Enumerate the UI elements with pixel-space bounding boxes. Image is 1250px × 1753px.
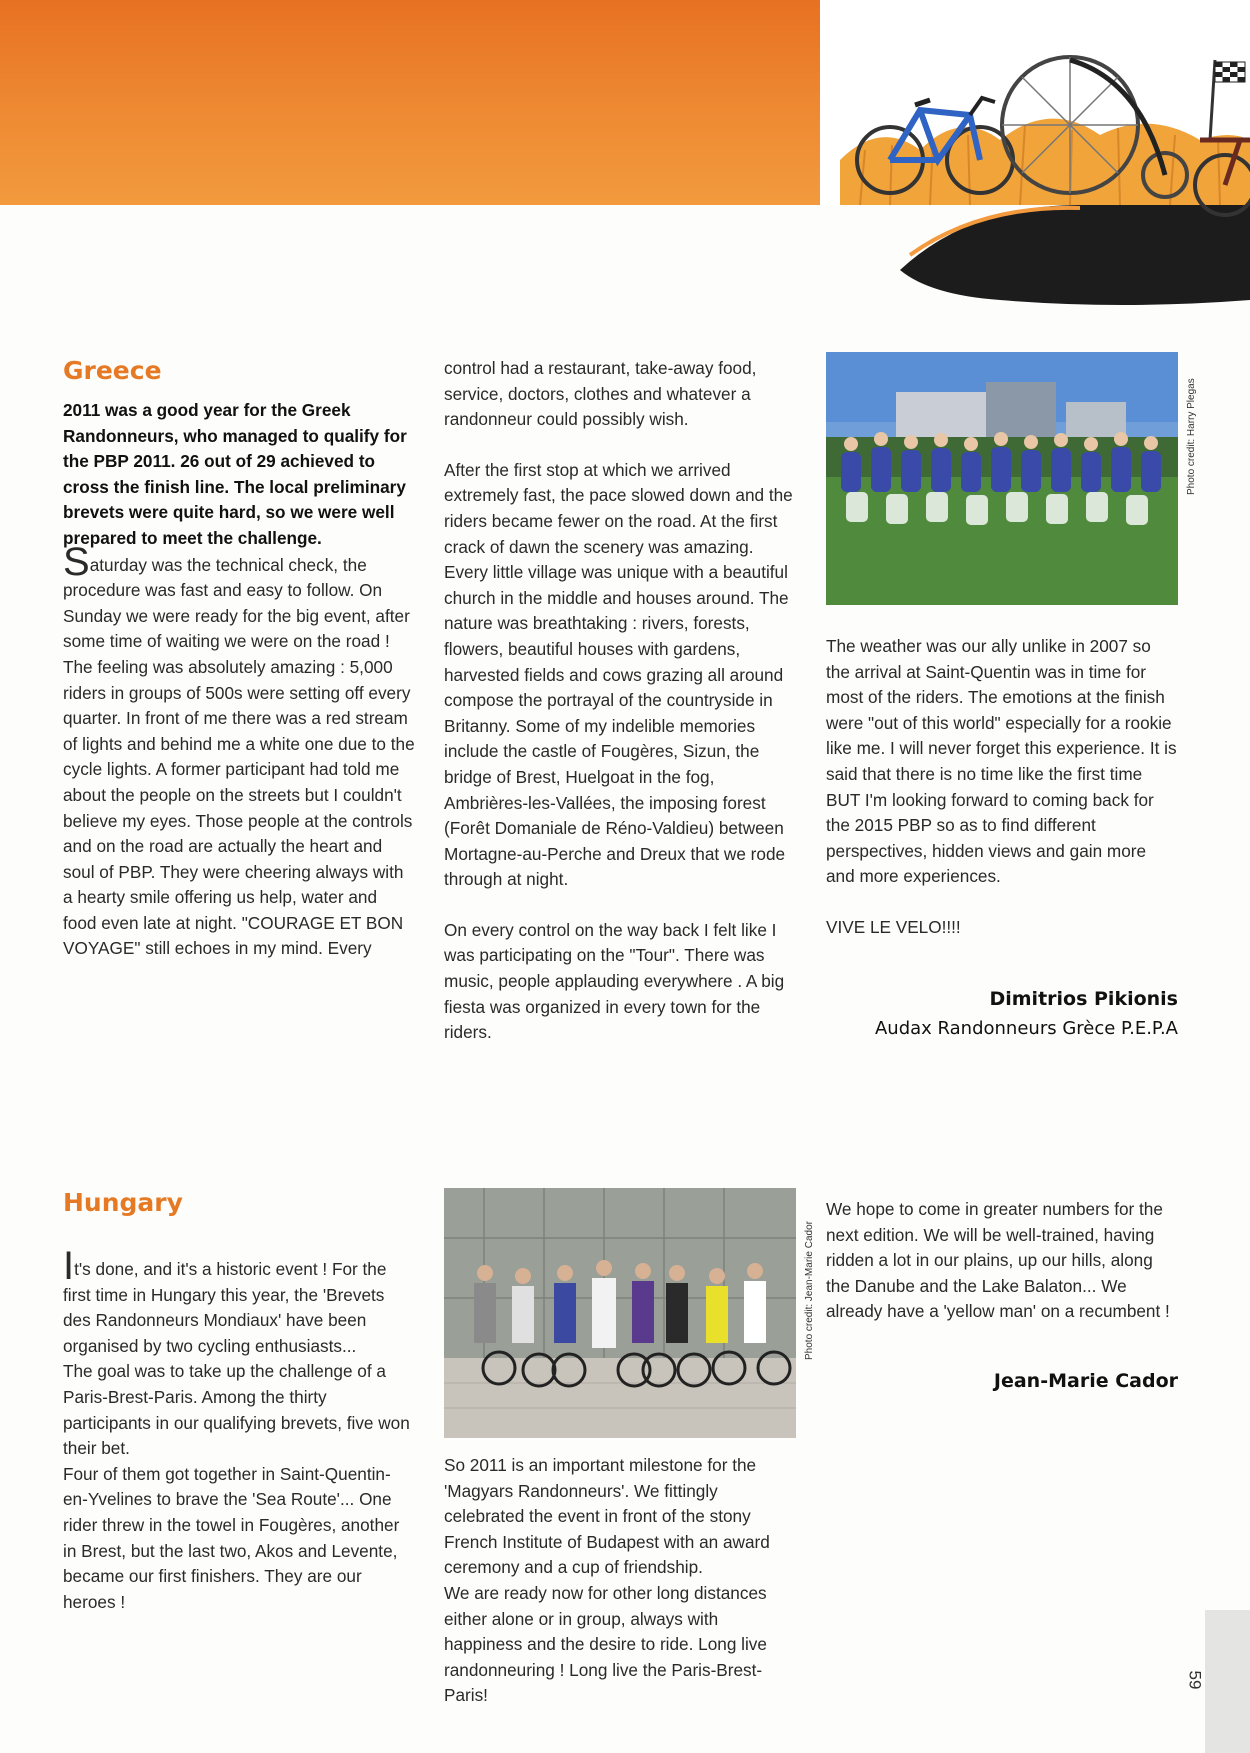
- greece-paragraph-3: control had a restaurant, take-away food, service, doctors, clothes and whatever a randonneur could possibly wish.: [444, 358, 757, 430]
- greece-paragraph-5: On every control on the way back I felt like I was participating on the "Tour". There was music, people applauding everywhere . A big fiesta was organized in every town for the riders.: [444, 919, 785, 1043]
- greece-column-1: [63, 356, 415, 962]
- hungary-paragraph-1-text: t's done, and it's a historic event ! For the first time in Hungary this year, the 'Brevets des Randonneurs Mondiaux' have been organised by two cycling enthusiasts...: [63, 1259, 387, 1356]
- greece-group-photo: [826, 352, 1178, 605]
- greece-signature-name: Dimitrios Pikionis: [989, 987, 1178, 1010]
- greece-paragraph-7: VIVE LE VELO!!!!: [826, 916, 961, 937]
- header-orange-band: [0, 0, 900, 205]
- greece-paragraph-6: The weather was our ally unlike in 2007 so the arrival at Saint-Quentin was in time for most of the riders. The emotions at the finish were "out of this world" especially for a rookie like me. I will never forget this experience. It is said that there is no time like the first time BUT I'm looking forward to coming back for the 2015 PBP so as to find different perspectives, hidden views and gain more and more experiences.: [826, 636, 1177, 887]
- hungary-signature-name: Jean-Marie Cador: [993, 1369, 1178, 1392]
- hungary-paragraph-2: The goal was to take up the challenge of a Paris-Brest-Paris. Among the thirty participants in our qualifying brevets, five won their bet.: [63, 1361, 410, 1459]
- greece-paragraph-4: After the first stop at which we arrived extremely fast, the pace slowed down and the riders became fewer on the road. At the first crack of dawn the scenery was amazing. Every little village was unique with a beautiful church in the middle and houses around. The nature was breathtaking : rivers, forests, flowers, beautiful houses with gardens, harvested fields and cows grazing all around compose the portrayal of the countryside in Britanny. Some of my indelible memories include the castle of Fougères, Sizun, the bridge of Brest, Huelgoat in the fog, Ambrières-les-Vallées, the imposing forest (Forêt Domaniale de Réno-Valdieu) between Mortagne-au-Perche and Dreux that we rode through at night.: [444, 459, 793, 890]
- hungary-photo-credit: Photo credit: Jean-Marie Cador: [804, 1221, 815, 1360]
- bicycles-banner-illustration: [820, 0, 1250, 320]
- greece-signature-org: Audax Randonneurs Grèce P.E.P.A: [874, 1018, 1178, 1040]
- greece-column-3: [826, 634, 1178, 1042]
- greece-lead-paragraph: 2011 was a good year for the Greek Randonneurs, who managed to qualify for the PBP 2011. 26 out of 29 achieved to cross the finish line. The local preliminary brevets were quite hard, so we were well prepared to meet the challenge.: [63, 400, 407, 548]
- hungary-paragraph-5: We are ready now for other long distances either alone or in group, always with happiness and the desire to ride. Long live randonneuring ! Long live the Paris-Brest-Paris!: [444, 1582, 767, 1706]
- hungary-heading: Hungary: [63, 1188, 183, 1217]
- hungary-paragraph-3: Four of them got together in Saint-Quentin-en-Yvelines to brave the 'Sea Route'... One rider threw in the towel in Fougères, another in Brest, but the last two, Akos and Levente, became our first finishers. They are our heroes !: [63, 1463, 400, 1612]
- hungary-dropcap: I: [63, 1244, 75, 1288]
- hungary-group-photo: [444, 1188, 796, 1438]
- hungary-column-1: [63, 1188, 415, 1615]
- page-number: 59: [1185, 1670, 1205, 1690]
- greece-column-2: [444, 356, 796, 1046]
- hungary-column-2: [444, 1453, 796, 1709]
- hungary-column-3: [826, 1197, 1178, 1395]
- greece-paragraph-2: The feeling was absolutely amazing : 5,000 riders in groups of 500s were setting off every quarter. In front of me there was a red stream of lights and behind me a white one due to the cycle lights. A former participant had told me about the people on the streets but I couldn't believe my eyes. Those people at the controls and on the road are actually the heart and soul of PBP. They were cheering always with a hearty smile offering us help, water and food even late at night. "COURAGE ET BON VOYAGE" still echoes in my mind. Every: [63, 656, 415, 959]
- greece-dropcap: S: [63, 539, 90, 584]
- greece-heading: Greece: [63, 356, 162, 385]
- greece-paragraph-1: [63, 539, 415, 655]
- greece-photo-credit: Photo credit: Harry Plegas: [1186, 378, 1197, 495]
- hungary-paragraph-4: So 2011 is an important milestone for the 'Magyars Randonneurs'. We fittingly celebrated the event in front of the stony French Institute of Budapest with an award ceremony and a cup of friendship.: [444, 1455, 770, 1578]
- hungary-paragraph-1: [63, 1244, 415, 1359]
- hungary-paragraph-6: We hope to come in greater numbers for the next edition. We will be well-trained, having ridden a lot in our plains, up our hills, along the Danube and the Lake Balaton... We already have a 'yellow man' on a recumbent !: [826, 1199, 1170, 1322]
- page-edge-strip: [1205, 1610, 1250, 1753]
- greece-paragraph-1-text: aturday was the technical check, the procedure was fast and easy to follow. On Sunday we were ready for the big event, after some time of waiting we were on the road !: [63, 554, 410, 652]
